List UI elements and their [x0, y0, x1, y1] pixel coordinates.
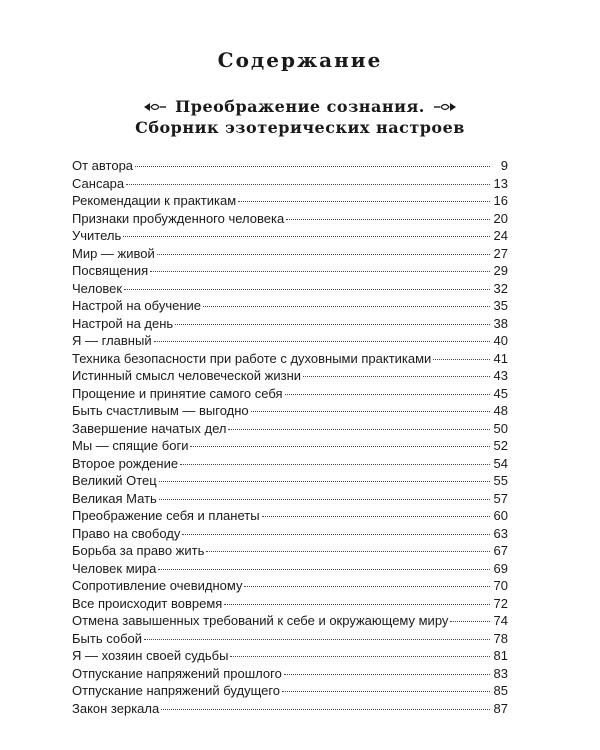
toc-entry-page: 85: [493, 683, 508, 698]
toc-entry-page: 67: [493, 543, 508, 558]
toc-entry-page: 54: [493, 455, 508, 471]
toc-entry-page: 78: [493, 630, 508, 646]
toc-entry-page: 87: [493, 700, 508, 716]
toc-entry: [72, 542, 508, 560]
toc-leader-dots: [284, 674, 490, 675]
toc-leader-dots: [228, 429, 490, 430]
toc-entry-title: Человек: [72, 280, 123, 296]
toc-entry-title: Все происходит вовремя: [72, 595, 223, 611]
toc-entry-title: Техника безопасности при работе с духовными практиками: [72, 350, 432, 366]
toc-entry-page: 35: [493, 298, 508, 313]
toc-entry-title: Великая Мать: [72, 490, 157, 506]
toc-entry-page: 69: [493, 560, 508, 576]
toc-leader-dots: [190, 446, 490, 447]
toc-entry: [72, 157, 508, 175]
table-of-contents: [72, 157, 508, 717]
toc-leader-dots: [157, 254, 490, 255]
toc-entry: [72, 630, 508, 648]
toc-entry-page: 57: [493, 490, 508, 506]
toc-entry-title: Мир — живой: [72, 245, 155, 261]
toc-entry-title: Быть собой: [72, 630, 143, 646]
toc-leader-dots: [433, 359, 490, 360]
toc-entry-page: 32: [493, 280, 508, 296]
toc-entry-title: Признаки пробужденного человека: [72, 210, 285, 226]
section-subtitle: [0, 96, 600, 138]
toc-entry-title: Сопротивление очевидному: [72, 578, 243, 593]
toc-leader-dots: [126, 184, 490, 185]
toc-entry-title: Великий Отец: [72, 473, 157, 488]
toc-entry-page: 40: [493, 333, 508, 348]
toc-entry-title: Настрой на обучение: [72, 298, 201, 313]
toc-entry-title: Настрой на день: [72, 315, 174, 331]
toc-leader-dots: [251, 411, 490, 412]
ornament-right-icon: [433, 101, 457, 113]
toc-leader-dots: [262, 516, 490, 517]
toc-leader-dots: [282, 691, 490, 692]
toc-leader-dots: [230, 656, 490, 657]
toc-entry: [72, 700, 508, 718]
toc-leader-dots: [286, 219, 490, 220]
subtitle-line-1: [0, 96, 600, 117]
toc-entry: [72, 560, 508, 578]
toc-entry-page: 13: [493, 175, 508, 191]
toc-entry-title: Право на свободу: [72, 525, 181, 541]
page-title: Содержание: [217, 48, 383, 72]
toc-entry-title: Сансара: [72, 175, 125, 191]
toc-entry-title: Завершение начатых дел: [72, 420, 227, 436]
toc-entry: [72, 612, 508, 630]
toc-leader-dots: [159, 481, 490, 482]
toc-leader-dots: [124, 289, 490, 290]
ornament-left-icon: [143, 101, 167, 113]
toc-entry-title: Преображение себя и планеты: [72, 508, 260, 523]
toc-entry: [72, 315, 508, 333]
toc-leader-dots: [159, 499, 490, 500]
toc-entry-title: Истинный смысл человеческой жизни: [72, 368, 302, 383]
toc-entry-title: Второе рождение: [72, 455, 179, 471]
toc-leader-dots: [450, 621, 490, 622]
toc-entry-title: Учитель: [72, 228, 122, 243]
toc-entry: [72, 332, 508, 350]
toc-entry-page: 27: [493, 245, 508, 261]
toc-entry-page: 74: [493, 613, 508, 628]
toc-entry-title: Мы — спящие боги: [72, 438, 189, 453]
toc-leader-dots: [206, 551, 490, 552]
toc-entry-page: 70: [493, 578, 508, 593]
toc-entry: [72, 367, 508, 385]
toc-entry-page: 50: [493, 420, 508, 436]
toc-leader-dots: [224, 604, 490, 605]
toc-entry: [72, 262, 508, 280]
toc-entry: [72, 525, 508, 543]
toc-leader-dots: [285, 394, 490, 395]
toc-entry-title: Посвящения: [72, 263, 149, 278]
toc-entry: [72, 420, 508, 438]
toc-leader-dots: [244, 586, 490, 587]
toc-entry: [72, 490, 508, 508]
subtitle-text-1: Преображение сознания.: [175, 97, 425, 116]
toc-leader-dots: [154, 341, 490, 342]
toc-leader-dots: [158, 569, 490, 570]
toc-leader-dots: [238, 201, 490, 202]
toc-entry: [72, 385, 508, 403]
toc-entry: [72, 682, 508, 700]
toc-entry-page: 83: [493, 665, 508, 681]
toc-entry-page: 41: [493, 350, 508, 366]
toc-entry: [72, 507, 508, 525]
toc-entry-page: 52: [493, 438, 508, 453]
toc-entry-page: 45: [493, 385, 508, 401]
toc-entry-title: Отмена завышенных требований к себе и окружающему миру: [72, 613, 449, 628]
toc-leader-dots: [150, 271, 490, 272]
toc-entry-title: Отпускание напряжений будущего: [72, 683, 281, 698]
toc-leader-dots: [144, 639, 490, 640]
toc-entry: [72, 577, 508, 595]
toc-entry: [72, 455, 508, 473]
toc-leader-dots: [123, 236, 490, 237]
toc-entry-page: 24: [493, 228, 508, 243]
toc-entry: [72, 297, 508, 315]
toc-entry-page: 81: [493, 648, 508, 663]
toc-entry: [72, 175, 508, 193]
toc-entry-page: 63: [493, 525, 508, 541]
subtitle-line-2: [0, 117, 600, 138]
subtitle-text-2: Сборник эзотерических настроев: [135, 118, 465, 137]
toc-entry-page: 29: [493, 263, 508, 278]
toc-leader-dots: [303, 376, 490, 377]
toc-leader-dots: [161, 709, 490, 710]
toc-entry-page: 9: [500, 158, 508, 173]
toc-entry-page: 43: [493, 368, 508, 383]
toc-entry: [72, 227, 508, 245]
toc-entry-page: 72: [493, 595, 508, 611]
toc-entry: [72, 245, 508, 263]
toc-entry-title: Борьба за право жить: [72, 543, 205, 558]
toc-entry-title: Быть счастливым — выгодно: [72, 403, 249, 418]
toc-entry-page: 38: [493, 315, 508, 331]
toc-entry-page: 20: [493, 210, 508, 226]
toc-entry-title: Я — главный: [72, 333, 152, 348]
toc-entry-page: 60: [493, 508, 508, 523]
toc-entry: [72, 210, 508, 228]
toc-entry-title: Отпускание напряжений прошлого: [72, 665, 282, 681]
toc-leader-dots: [180, 464, 490, 465]
toc-entry-page: 55: [493, 473, 508, 488]
toc-entry-title: Прощение и принятие самого себя: [72, 385, 283, 401]
toc-entry: [72, 647, 508, 665]
toc-entry-title: От автора: [72, 158, 134, 173]
toc-leader-dots: [203, 306, 490, 307]
toc-entry: [72, 350, 508, 368]
toc-entry-title: Я — хозяин своей судьбы: [72, 648, 229, 663]
toc-entry: [72, 665, 508, 683]
toc-leader-dots: [182, 534, 490, 535]
toc-entry: [72, 192, 508, 210]
toc-entry: [72, 595, 508, 613]
toc-entry-title: Человек мира: [72, 560, 157, 576]
toc-leader-dots: [135, 166, 490, 167]
toc-entry: [72, 472, 508, 490]
toc-entry-title: Рекомендации к практикам: [72, 193, 237, 208]
toc-entry: [72, 402, 508, 420]
toc-leader-dots: [175, 324, 490, 325]
toc-entry: [72, 437, 508, 455]
toc-entry-page: 48: [493, 403, 508, 418]
toc-entry-page: 16: [493, 193, 508, 208]
toc-entry: [72, 280, 508, 298]
toc-entry-title: Закон зеркала: [72, 700, 160, 716]
